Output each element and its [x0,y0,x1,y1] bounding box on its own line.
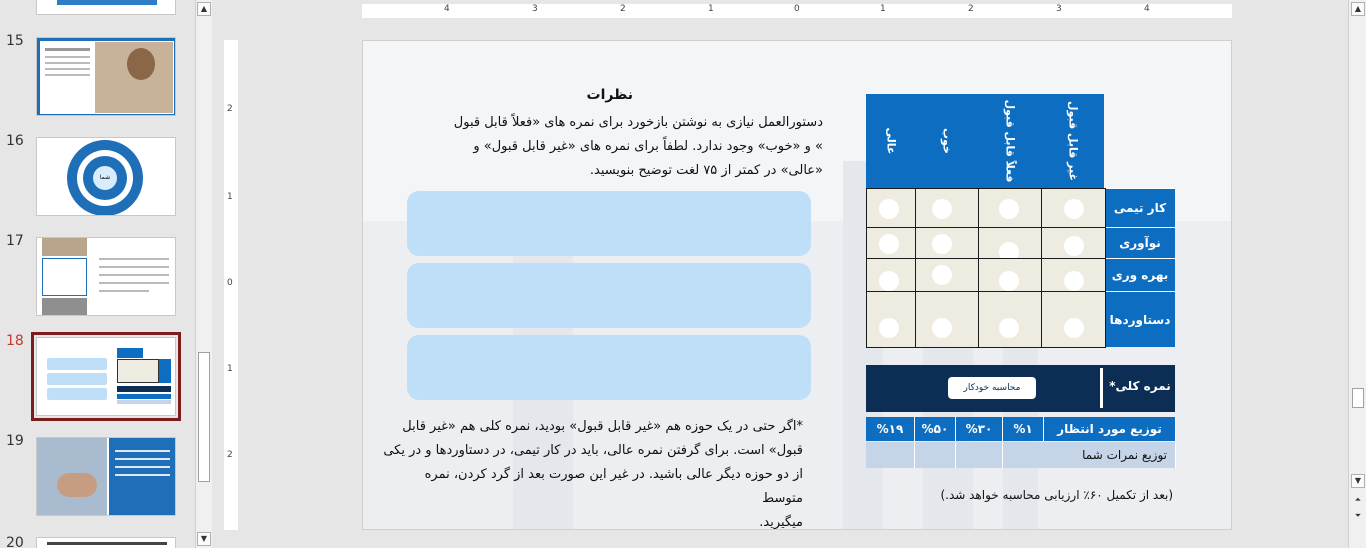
slide-thumbnail-19[interactable] [36,437,176,516]
your-distribution-cell [915,442,956,468]
distribution-value-1: %۱ [1003,417,1044,441]
rating-cell[interactable] [866,258,916,292]
row-label-achievements: دستاوردها [1105,291,1175,347]
rating-grid [866,188,1105,347]
auto-calculate-button[interactable]: محاسبه خودکار [948,377,1036,399]
rating-cell[interactable] [978,227,1042,259]
scroll-up-button[interactable]: ▲ [1351,2,1365,16]
your-distribution-cell [956,442,1003,468]
rating-radio[interactable] [879,234,899,254]
slide-thumbnail-14[interactable] [36,0,176,15]
next-slide-button[interactable]: ⏷ [1354,511,1362,520]
thumbnail-scrollbar[interactable] [195,0,212,548]
rating-radio[interactable] [999,271,1019,291]
instruction-text: دستورالعمل نیازی به نوشتن بازخورد برای نمره های «فعلاً قابل قبول » و «خوب» وجود ندارد. لطفاً برای نمره های «غیر قابل قبول» و «عالی» در کمتر از ۷۵ لغت توضیح بنویسید. [453,115,823,178]
comments-title: نظرات [586,87,633,103]
scroll-down-button[interactable]: ▼ [1351,474,1365,488]
vertical-ruler: 2 1 0 1 2 [224,40,238,530]
rating-radio[interactable] [1064,271,1084,291]
rating-cell[interactable] [978,188,1042,228]
slide-thumbnail-15[interactable] [36,37,176,116]
rating-radio[interactable] [1064,318,1084,338]
rating-radio[interactable] [1064,236,1084,256]
slide-number-15: 15 [6,33,24,49]
comment-box-3[interactable] [407,335,811,400]
header-unacceptable: غیر قابل قبول [1041,94,1104,188]
rating-radio[interactable] [999,199,1019,219]
rating-radio[interactable] [932,265,952,285]
slide-number-19: 19 [6,433,24,449]
horizontal-ruler: 4 3 2 1 0 1 2 3 4 [362,4,1232,18]
slide-thumbnail-20[interactable] [36,537,176,548]
rating-radio[interactable] [932,199,952,219]
slide-thumbnail-17[interactable] [36,237,176,316]
rating-cell[interactable] [866,188,916,228]
slide-thumbnail-pane [0,0,195,548]
comment-box-1[interactable] [407,191,811,256]
rating-cell[interactable] [915,291,979,348]
rating-cell[interactable] [1041,227,1106,259]
slide-number-18: 18 [6,333,24,349]
rating-cell[interactable] [915,188,979,228]
rating-cell[interactable] [915,227,979,259]
rating-radio[interactable] [879,199,899,219]
rating-cell[interactable] [1041,291,1106,348]
slide-number-17: 17 [6,233,24,249]
slide-scrollbar[interactable] [1348,0,1366,548]
previous-slide-button[interactable]: ⏶ [1354,495,1362,504]
calculation-note: (بعد از تکمیل ۶۰٪ ارزیابی محاسبه خواهد شد.) [940,488,1173,502]
rating-cell[interactable] [978,291,1042,348]
slide-number-20: 20 [6,535,24,548]
scrollbar-thumb[interactable] [1352,388,1364,408]
distribution-value-50: %۵۰ [915,417,956,441]
rating-cell[interactable] [866,291,916,348]
your-distribution-cell [866,442,915,468]
header-currently-acceptable: فعلاً قابل قبول [978,94,1041,188]
rating-radio[interactable] [932,318,952,338]
rating-radio[interactable] [932,234,952,254]
comment-box-2[interactable] [407,263,811,328]
thumb-center-label: شما [93,166,117,190]
slide-thumbnail-16[interactable] [36,137,176,216]
slide-number-16: 16 [6,133,24,149]
rating-radio[interactable] [879,271,899,291]
scrollbar-thumb[interactable] [198,352,210,482]
rating-cell[interactable] [915,258,979,292]
rating-radio[interactable] [879,318,899,338]
slide-thumbnail-18[interactable] [36,337,176,416]
rating-radio[interactable] [1064,199,1084,219]
rating-radio[interactable] [999,318,1019,338]
overall-grade-label: نمره کلی* [1109,379,1171,393]
footnote-text: *اگر حتی در یک حوزه هم «غیر قابل قبول» بودید، نمره کلی هم «غیر قابل قبول» است. برای گرفتن نمره عالی، باید در کار تیمی، در دستاوردها و در یکی از دو حوزه دیگر عالی باشید. در غیر این صورت بعد از گرد کردن، نمره متوسط میگیرید. [383,419,803,530]
overall-grade-divider [1100,368,1103,408]
rating-cell[interactable] [1041,188,1106,228]
rating-cell[interactable] [866,227,916,259]
scroll-down-button[interactable]: ▼ [197,532,211,546]
your-distribution-label: توزیع نمرات شما [1003,442,1176,468]
row-label-innovation: نوآوری [1105,227,1175,258]
header-excellent: عالی [866,94,915,188]
rating-cell[interactable] [1041,258,1106,292]
expected-distribution-header: توزیع مورد انتظار [1044,417,1176,441]
scroll-up-button[interactable]: ▲ [197,2,211,16]
distribution-value-30: %۳۰ [956,417,1003,441]
rating-cell[interactable] [978,258,1042,292]
slide-canvas[interactable] [362,40,1232,530]
header-good: خوب [915,94,978,188]
row-label-productivity: بهره وری [1105,258,1175,291]
row-label-teamwork: کار تیمی [1105,188,1175,227]
distribution-value-19: %۱۹ [866,417,915,441]
